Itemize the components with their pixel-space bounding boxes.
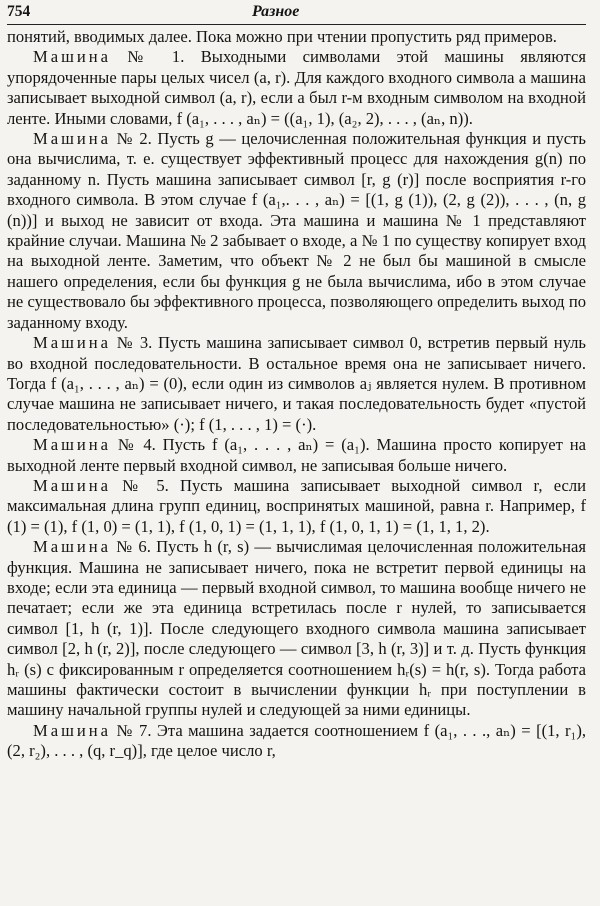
paragraph-lead: Машина [33, 333, 112, 353]
paragraph-lead: Машина [33, 47, 112, 67]
paragraph-lead: Машина [33, 129, 112, 149]
paragraph-text: № 4. Пусть f (a₁, . . . , aₙ) = (a₁). Машина просто копирует на выходной ленте первый входной символ, не записывая больше ничего. [7, 435, 586, 475]
body-text [7, 27, 586, 762]
paragraph-text: № 5. Пусть машина записывает выходной символ r, если максимальная длина групп единиц, воспринятых машиной, равна r. Например, f (1) = (1), f (1, 0) = (1, 1), f (1, 0, 1) = (1, 1, 1), f (1, 0, 1, 1) = (1, 1, 1, 2). [7, 475, 586, 536]
running-title: Разное [252, 3, 300, 20]
paragraph [7, 721, 586, 762]
paragraph [7, 27, 586, 47]
paragraph [7, 129, 586, 333]
paragraph [7, 333, 586, 435]
paragraph-text: № 3. Пусть машина записывает символ 0, встретив первый нуль во входной последовательности. В остальное время она не записывает ничего. Тогда f (a₁, . . . , aₙ) = (0), если один из символов aⱼ является нулем. В противном случае машина не записывает ничего, и такая последовательность будет «пустой последовательностью» (·); f (1, . . . , 1) = (·). [7, 333, 586, 434]
paragraph-text: № 1. Выходными символами этой машины являются упорядоченные пары целых чисел (a, r). Для каждого входного символа a машина записывает выходной символ (a, r), если a был r-м входным символом на входной ленте. Иными словами, f (a₁, . . . , aₙ) = ((a₁, 1), (a₂, 2), . . . , (aₙ, n)). [7, 47, 586, 128]
paragraph [7, 435, 586, 476]
paragraph-lead: Машина [33, 537, 112, 557]
paragraph [7, 476, 586, 537]
paragraph-text: № 7. Эта машина задается соотношением f (a₁, . . ., aₙ) = [(1, r₁), (2, r₂), . . . , (q, r_q)], где целое число r, [7, 720, 586, 761]
paragraph [7, 537, 586, 721]
page-header [7, 3, 586, 25]
paragraph-lead: Машина [33, 435, 112, 455]
paragraph [7, 47, 586, 129]
paragraph-lead: Машина [33, 720, 112, 740]
paragraph-lead: Машина [33, 475, 112, 495]
paragraph-text: понятий, вводимых далее. Пока можно при чтении пропустить ряд примеров. [7, 27, 557, 46]
page-number: 754 [7, 3, 31, 20]
paragraph-text: № 2. Пусть g — целочисленная положительная функция и пусть она вычислима, т. е. существует эффективный процесс для нахождения g(n) по заданному n. Пусть машина записывает символ [r, g (r)] после восприятия r-го входного символа. В этом случае f (a₁,. . . , aₙ) = [(1, g (1)), (2, g (2)), . . . , (n, g (n))] и выход не зависит от входа. Эта машина и машина № 1 представляют крайние случаи. Машина № 2 забывает о входе, а № 1 по существу копирует вход на выходной ленте. Заметим, что объект № 2 не был бы машиной в смысле нашего определения, если бы функция g не была вычислима, ибо в этом случае не существовало бы эффективного процесса, позволяющего определить выход по заданному входу. [7, 129, 586, 332]
paragraph-text: № 6. Пусть h (r, s) — вычислимая целочисленная положительная функция. Машина не записывает ничего, пока не встретит первой единицы на входе; если эта единица — первый входной символ, то машина вообще ничего не печатает; если же эта единица встретилась после r нулей, то записывается символ [1, h (r, 1)]. После следующего входного символа машина записывает символ [2, h (r, 2)], после следующего — символ [3, h (r, 3)] и т. д. Пусть функция hᵣ (s) с фиксированным r определяется соотношением hᵣ(s) = h(r, s). Тогда работа машины фактически состоит в вычислении функции hᵣ при поступлении в машину начальной группы нулей и следующей за ними единицы. [7, 537, 586, 720]
